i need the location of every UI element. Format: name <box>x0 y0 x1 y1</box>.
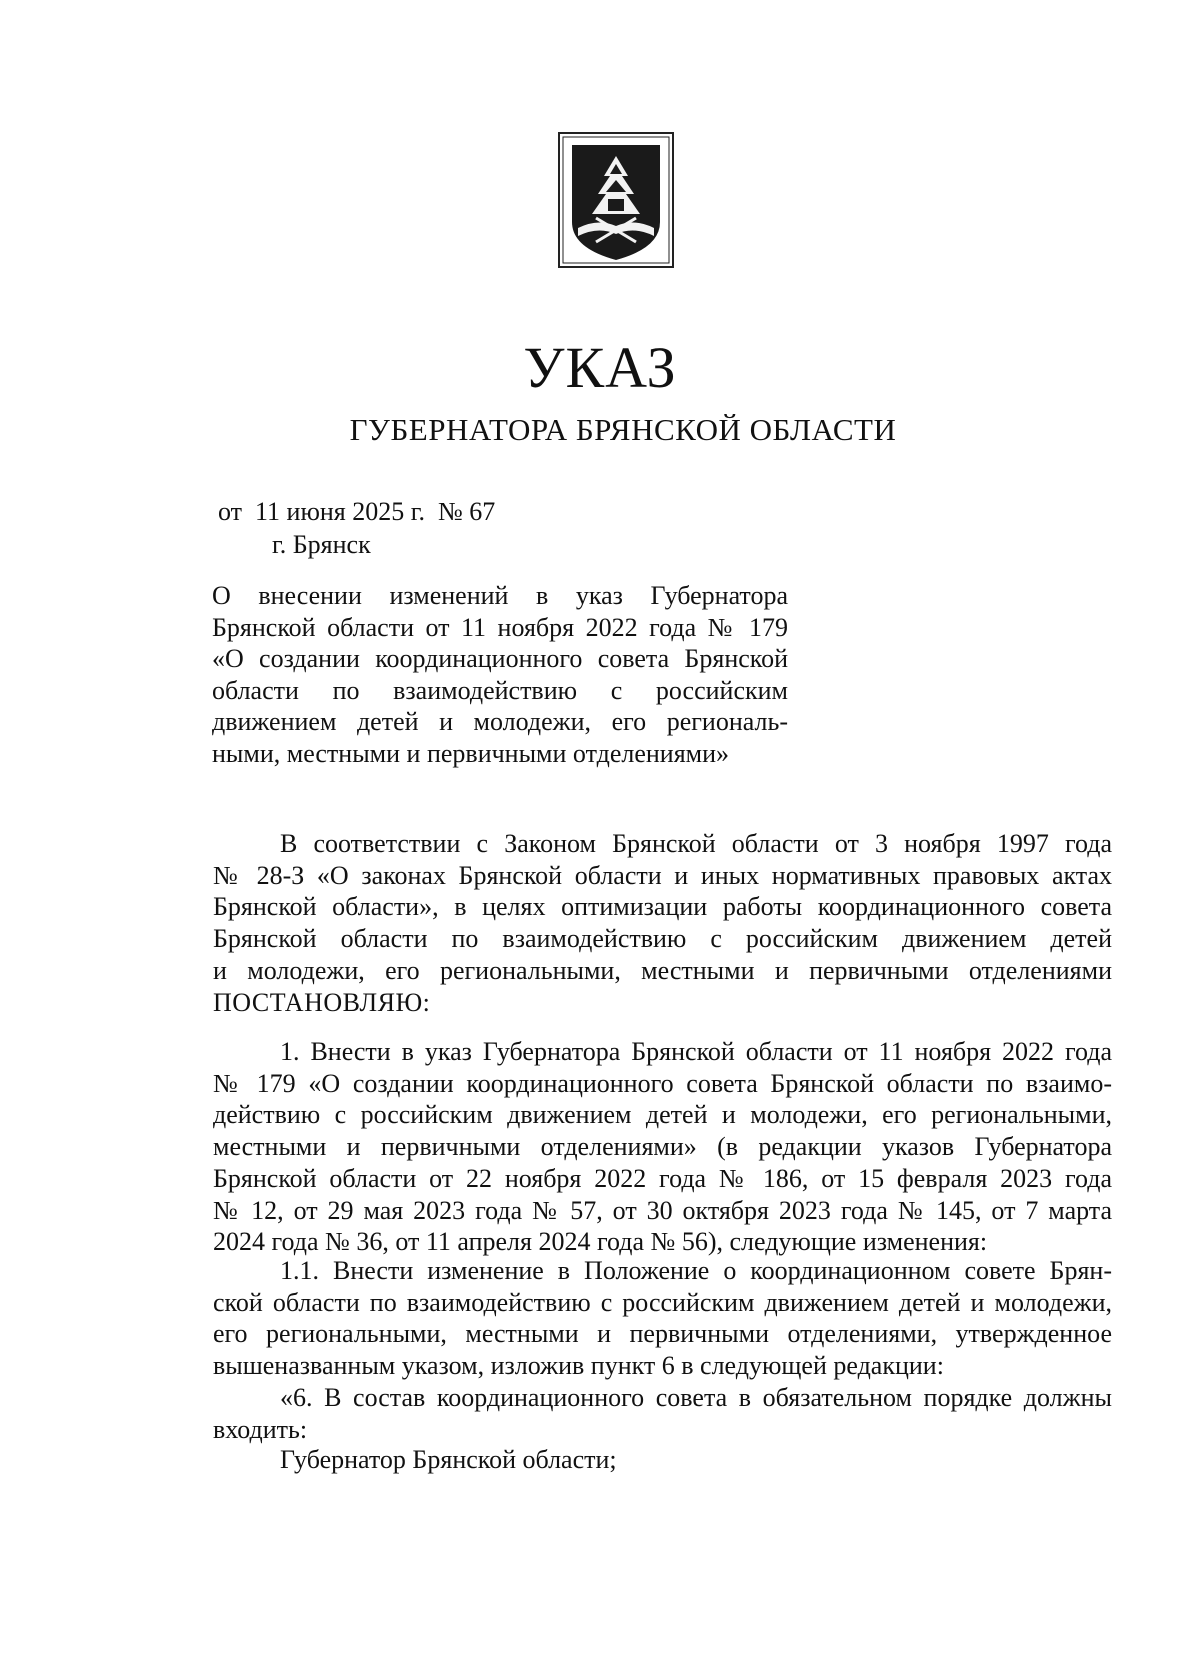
body-line: его региональными, местными и первичными отделениями, утвержденное <box>213 1319 1112 1349</box>
body-line: местными и первичными отделениями» (в редакции указов Губернатора <box>213 1132 1112 1162</box>
heading-line: «О создании координационного совета Брянской <box>212 644 788 673</box>
body-line: В соответствии с Законом Брянской области от 3 ноября 1997 года <box>280 829 1112 858</box>
body-line: 1.1. Внести изменение в Положение о координационном совете Брян- <box>280 1256 1112 1285</box>
document-heading <box>212 580 788 769</box>
body-line: вышеназванным указом, изложив пункт 6 в следующей редакции: <box>213 1351 944 1381</box>
item-1-paragraph <box>213 1036 1112 1258</box>
body-line: действию с российским движением детей и молодежи, его региональными, <box>213 1100 1112 1130</box>
heading-line: О внесении изменений в указ Губернатора <box>212 581 788 610</box>
body-line: 2024 года № 36, от 11 апреля 2024 года № 56), следующие изменения: <box>213 1227 988 1257</box>
body-line: «6. В состав координационного совета в обязательном порядке должны <box>280 1383 1112 1412</box>
document-title: УКАЗ <box>523 335 677 400</box>
coat-of-arms-icon <box>558 132 674 268</box>
body-line: Брянской области по взаимодействию с российским движением детей <box>213 924 1112 954</box>
heading-line: Брянской области от 11 ноября 2022 года № 179 <box>212 612 788 642</box>
body-line: ской области по взаимодействию с российским движением детей и молодежи, <box>213 1287 1112 1317</box>
item-1-1-paragraph <box>213 1255 1112 1382</box>
body-line: Губернатор Брянской области; <box>280 1445 617 1474</box>
body-line: и молодежи, его региональными, местными и первичными отделениями <box>213 955 1112 985</box>
body-line: № 12, от 29 мая 2023 года № 57, от 30 октября 2023 года № 145, от 7 марта <box>213 1195 1112 1225</box>
item-6-paragraph <box>213 1382 1112 1445</box>
preamble-paragraph <box>213 828 1112 1018</box>
body-line: 1. Внести в указ Губернатора Брянской области от 11 ноября 2022 года <box>280 1037 1112 1066</box>
body-line: Брянской области», в целях оптимизации работы координационного совета <box>213 892 1112 922</box>
governor-line <box>213 1444 1112 1476</box>
document-subtitle: ГУБЕРНАТОРА БРЯНСКОЙ ОБЛАСТИ <box>349 412 897 447</box>
body-line: входить: <box>213 1414 308 1444</box>
document-city: г. Брянск <box>272 530 371 559</box>
body-line: № 28-З «О законах Брянской области и иных нормативных правовых актах <box>213 860 1112 890</box>
heading-line: ными, местными и первичными отделениями» <box>212 738 730 768</box>
body-line: ПОСТАНОВЛЯЮ: <box>213 987 431 1017</box>
heading-line: движением детей и молодежи, его региональ- <box>212 707 788 736</box>
body-line: № 179 «О создании координационного совета Брянской области по взаимо- <box>213 1068 1112 1098</box>
heading-line: области по взаимодействию с российским <box>212 675 788 705</box>
document-date-number: от 11 июня 2025 г. № 67 <box>218 497 496 526</box>
body-line: Брянской области от 22 ноября 2022 года № 186, от 15 февраля 2023 года <box>213 1163 1112 1193</box>
